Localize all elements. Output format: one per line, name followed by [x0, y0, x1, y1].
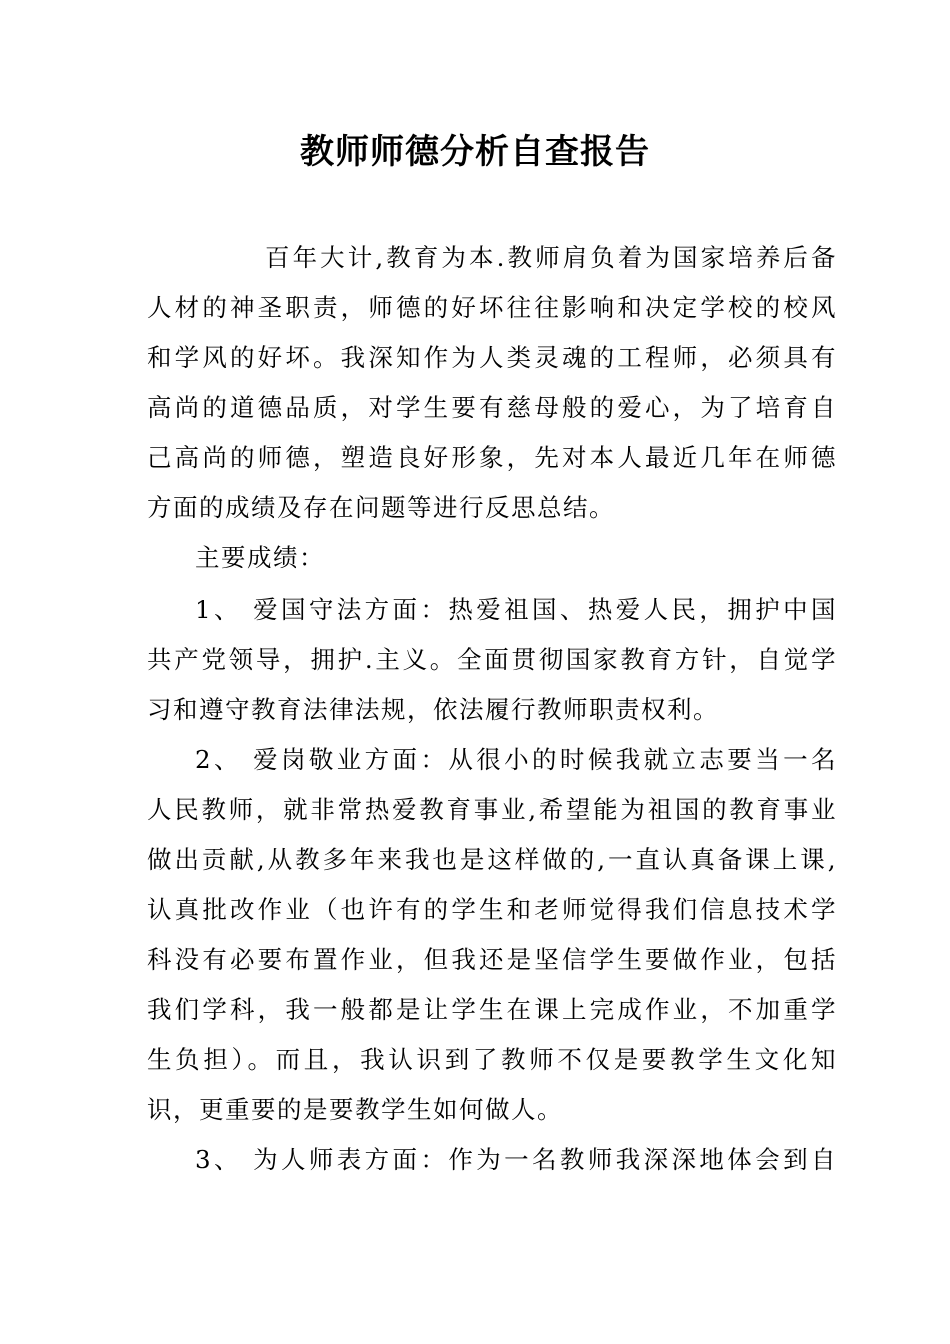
body-line: 共产党领导，拥护.主义。全面贯彻国家教育方针，自觉学	[147, 645, 837, 674]
body-line: 我们学科，我一般都是让学生在课上完成作业，不加重学	[147, 995, 837, 1024]
document-title: 教师师德分析自查报告	[300, 132, 650, 172]
body-line: 方面的成绩及存在问题等进行反思总结。	[147, 493, 615, 522]
body-line: 1、 爱国守法方面：热爱祖国、热爱人民，拥护中国	[195, 595, 837, 624]
body-line: 高尚的道德品质，对学生要有慈母般的爱心，为了培育自	[147, 393, 837, 422]
body-line: 习和遵守教育法律法规，依法履行教师职责权利。	[147, 695, 719, 724]
section-heading: 主要成绩：	[195, 543, 325, 572]
body-line: 生负担）。而且，我认识到了教师不仅是要教学生文化知	[147, 1045, 837, 1074]
body-line: 和学风的好坏。我深知作为人类灵魂的工程师，必须具有	[147, 343, 837, 372]
body-line: 己高尚的师德，塑造良好形象，先对本人最近几年在师德	[147, 443, 837, 472]
body-line: 百年大计,教育为本.教师肩负着为国家培养后备	[265, 243, 837, 272]
body-line: 科没有必要布置作业，但我还是坚信学生要做作业，包括	[147, 945, 837, 974]
body-line: 人材的神圣职责，师德的好坏往往影响和决定学校的校风	[147, 293, 837, 322]
body-line: 认真批改作业（也许有的学生和老师觉得我们信息技术学	[147, 895, 837, 924]
body-line: 人民教师，就非常热爱教育事业,希望能为祖国的教育事业	[147, 795, 837, 824]
body-line: 做出贡献,从教多年来我也是这样做的,一直认真备课上课,	[147, 845, 837, 874]
body-line: 识，更重要的是要教学生如何做人。	[147, 1095, 563, 1124]
body-line: 3、 为人师表方面：作为一名教师我深深地体会到自	[195, 1145, 837, 1174]
body-line: 2、 爱岗敬业方面：从很小的时候我就立志要当一名	[195, 745, 837, 774]
